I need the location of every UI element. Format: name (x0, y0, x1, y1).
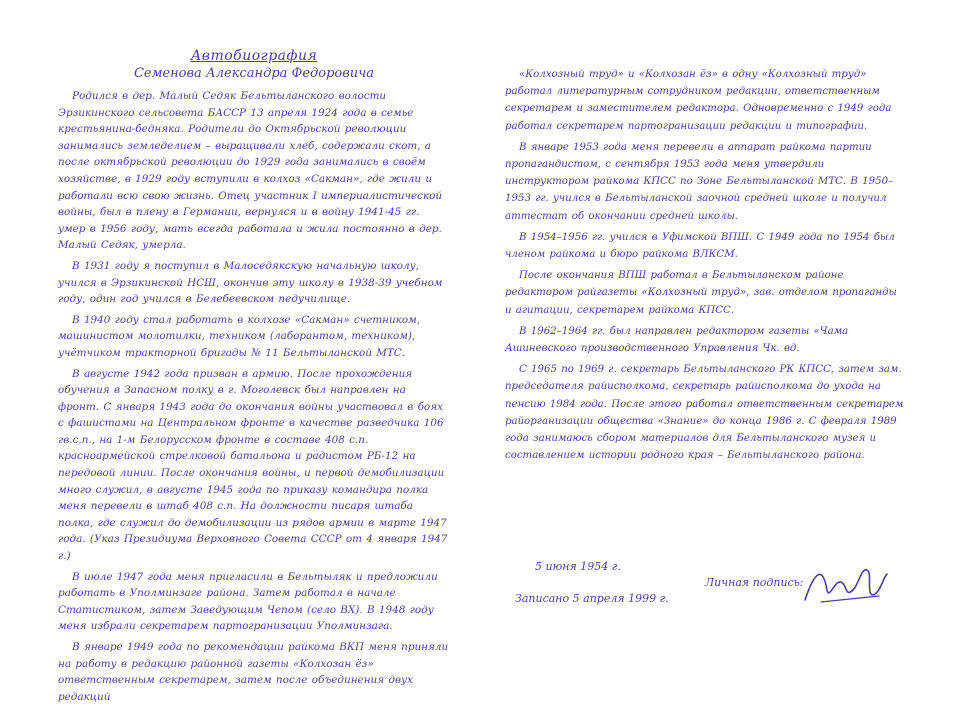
paragraph-postwar: В июле 1947 года меня пригласили в Бельтыляк и предложили работать в Уполминзаге района. Затем работал в начале Статистиком, затем Заведующим Чепом (село ВХ). В 1948 году меня избрали секретарем партогранизации Уполминзага. (58, 570, 438, 633)
paragraph-1962: В 1962–1964 гг. был направлен редактором газеты «Чама Ашиневского производственного Управления Чк. вд. (505, 325, 849, 355)
paragraph-newspaper: В январе 1949 года по рекомендации райкома ВКП меня приняли на работу в редакцию районной газеты «Колхозан ёз» ответственным секретарем, затем после объединения двух редакций (58, 641, 449, 703)
paragraph-army: В августе 1942 года призван в армию. После прохождения обучения в Запасном полку в г. Моголевск был направлен на фронт. С января 1943 года до окончания войны участвовал в боях с фашистами на Центральном фронте в качестве разведчика 106 гв.с.п., на 1-м Белорусском фронте в составе 408 с.п. красноармейской стрелковой батальона и радистом РБ-12 на передовой линии. После окончания войны, и первой демобилизации много служил, в августе 1945 года по приказу командира полка меня перевели в штаб 408 с.п. На должности писаря штаба полка, где служил до демобилизации из рядов армии в марте 1947 года. (Указ Президиума Верховного Совета СССР от 4 января 1947 г.) (58, 367, 448, 563)
paragraph-kolkhoz: В 1940 году стал работать в колхозе «Сакман» счетником, машинистом молотилки, техником (лаборантом, техником), учётчиком тракторной бригады № 11 Бельтыланской МТС. (58, 313, 421, 359)
paragraph-birth: Родился в дер. Малый Седяк Бельтыланского волости Эрзикинского сельсовета БАССР 13 апреля 1924 года в семье крестьянина-бедняка. Родители до Октябрьской революции занимались земледелием – выращивали хлеб, содержали скот, а после октябрьской революции до 1929 года занимались в своём хозяйстве, в 1929 году вступили в колхоз «Сакман», где жили и работали всю свою жизнь. Отец участник I империалистической войны, был в плену в Германии, вернулся и в войну 1941-45 гг. умер в 1956 году, мать всегда работала и жила постоянно в дер. Малый Седяк, умерла. (58, 90, 443, 252)
date-written: 5 июня 1954 г. (535, 560, 621, 573)
paragraph-school: В 1931 году я поступил в Малоседякскую начальную школу, учился в Эрзикинской НСШ, окончив эту школу в 1938-39 учебном году, один год учился в Белебеевском педучилище. (58, 259, 443, 306)
paragraph-raikom: В январе 1953 года меня перевели в аппарат райкома партии пропагандистом, с сентября 1953 года меня утвердили инструктором райкома КПСС по Зоне Бельтыланской МТС. В 1950–1953 гг. учился в Бельтыланской заочной средней школе и получил аттестат об окончании средней школы. (505, 141, 894, 222)
document-author: Семенова Александра Федоровича (133, 66, 375, 81)
left-page (58, 48, 450, 709)
accepted-note: Записано 5 апреля 1999 г. (515, 592, 669, 605)
handwritten-signature (801, 560, 891, 610)
paragraph-vpsh: В 1954–1956 гг. учился в Уфимской ВПШ. С 1949 года по 1954 был членом райкома и бюро райкома ВЛКСМ. (505, 231, 895, 261)
paragraph-editor: После окончания ВПШ работал в Бельтыланском районе редактором райгазеты «Колхозный труд», зав. отделом пропаганды и агитации, секретарем райкома КПСС. (505, 270, 897, 316)
document-title: Автобиография (190, 48, 318, 64)
signature-block (505, 560, 905, 620)
signature-label: Личная подпись: (705, 576, 804, 589)
paragraph-1965: С 1965 по 1969 г. секретарь Бельтыланского РК КПСС, затем зам. председателя райисполкома, секретарь райисполкома до ухода на пенсию 1984 года. После этого работал ответственным секретарем райорганизации общества «Знание» до конца 1986 г. С февраля 1989 года занимаюсь сбором материалов для Бельтыланского музея и составлением истории родного края – Бельтыланского района. (505, 364, 904, 462)
paragraph-editorial: «Колхозный труд» и «Колхозан ёз» в одну «Колхозный труд» работал литературным сотрудником редакции, ответственным секретарем и заместителем редактора. Одновременно с 1949 года работал секретарем партогранизации редакции и типографии. (505, 69, 892, 132)
right-page (505, 66, 907, 468)
